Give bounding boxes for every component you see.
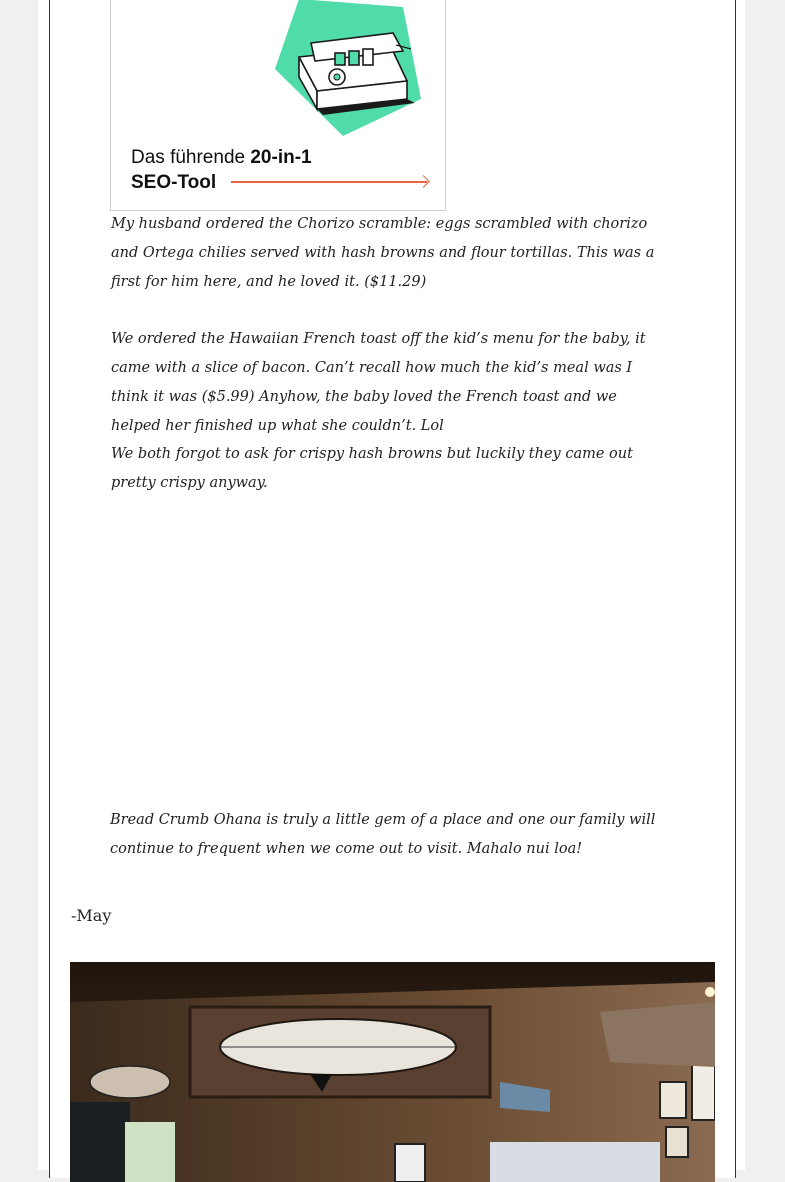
restaurant-interior-photo [70, 962, 715, 1182]
ad-arrow-icon [231, 181, 427, 183]
left-gutter [0, 0, 38, 1170]
seo-tool-advertisement[interactable] [110, 0, 446, 211]
review-paragraph-hash-browns: We both forgot to ask for crispy hash browns but luckily they came out pretty crispy anyway. [111, 446, 633, 491]
ad-headline-line1 [131, 147, 312, 169]
review-paragraph-chorizo: My husband ordered the Chorizo scramble: eggs scrambled with chorizo and Ortega chilies served with hash browns and flour tortillas. This was a first for him here, and he loved it. ($11.29) [111, 216, 655, 290]
right-gutter [745, 0, 785, 1170]
review-paragraph-french-toast: We ordered the Hawaiian French toast off the kid’s menu for the baby, it came with a slice of bacon. Can’t recall how much the kid’s meal was I think it was ($5.99) Anyhow, the baby loved the French toast and we helped her finished up what she couldn’t. Lol [111, 331, 646, 434]
restaurant-interior-image [70, 962, 715, 1182]
ad-headline-bold: 20-in-1 [250, 147, 312, 168]
ad-headline-prefix: Das führende [131, 147, 251, 168]
author-signoff: -May [71, 906, 112, 925]
review-paragraph-closing: Bread Crumb Ohana is truly a little gem of a place and one our family will continue to frequent when we come out to visit. Mahalo nui loa! [110, 812, 656, 857]
ad-headline-line2: SEO-Tool [131, 172, 217, 193]
